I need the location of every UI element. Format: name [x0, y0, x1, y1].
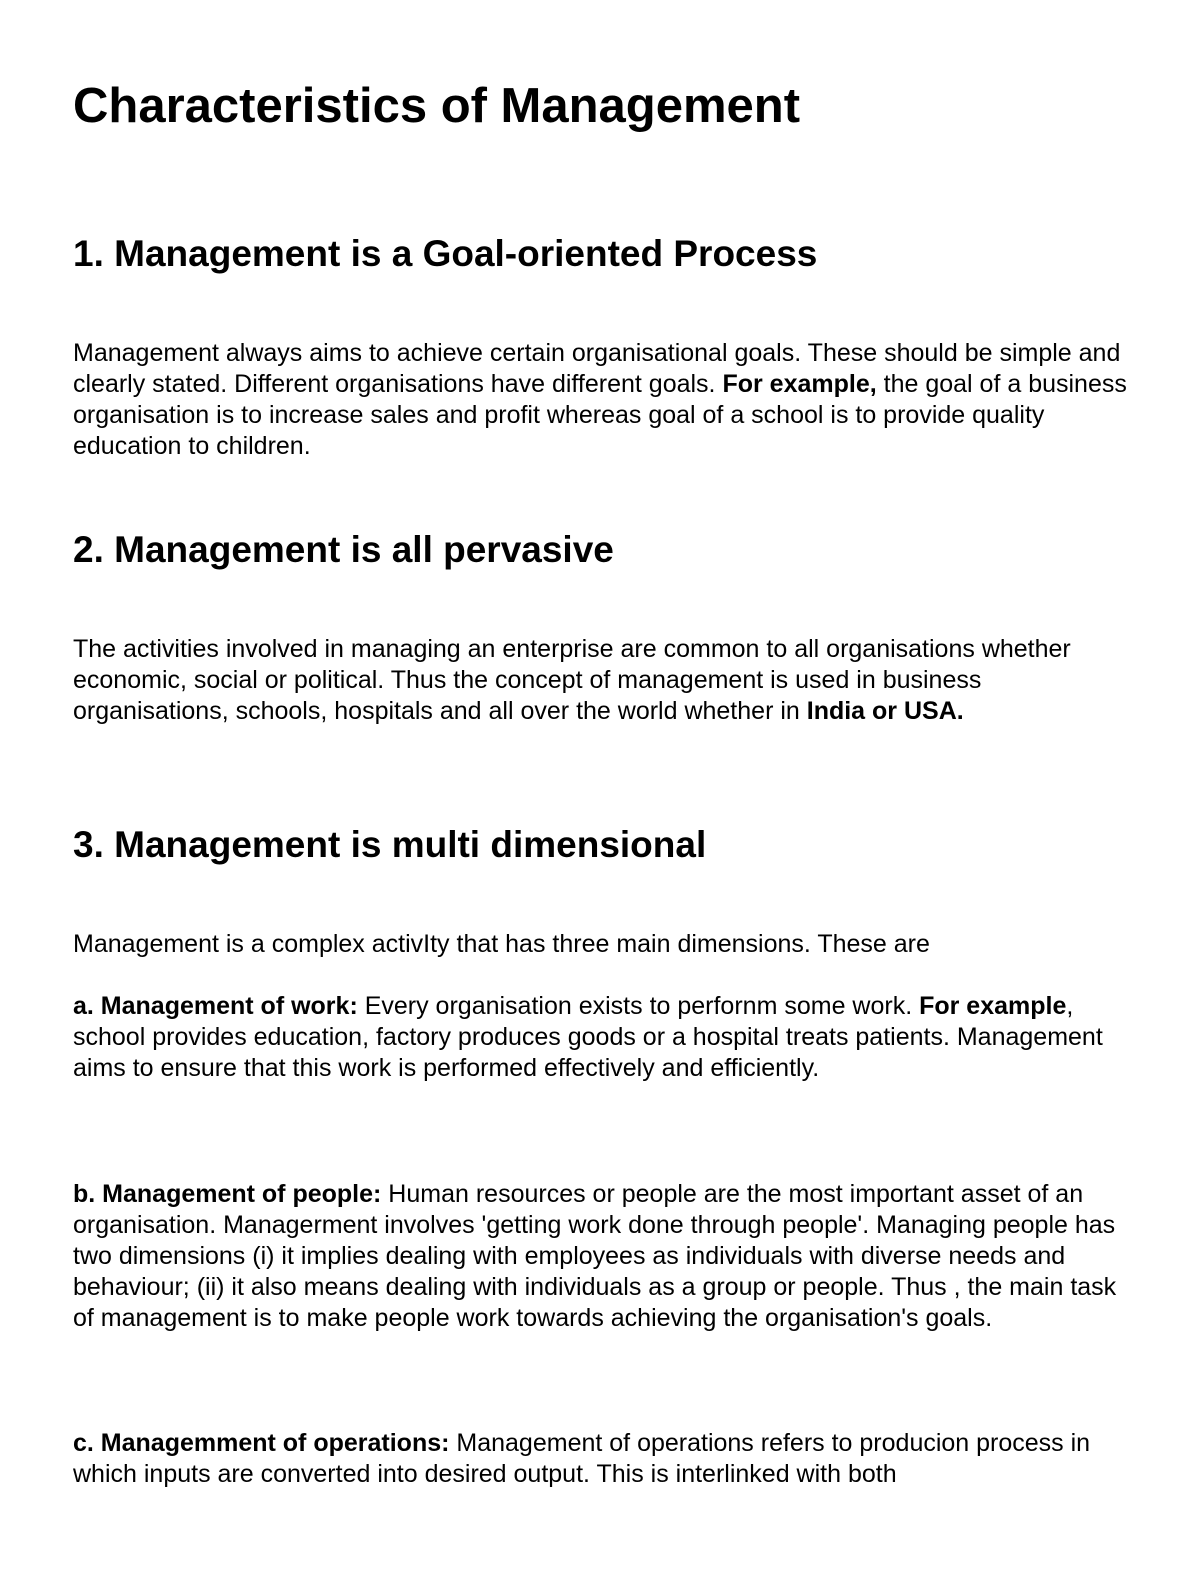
dimension-text: Human resources or people are the most important asset of an organisation. Managerment involves 'getting work done through people'. Managing people has two dimensions (i) it implies dealing with employees as individuals with diverse needs and behaviour; (ii) it also means dealing with individuals as a group or people. Thus , the main task of management is to make people work towards achieving the organisation's goals.	[73, 1180, 1117, 1332]
paragraph-text: the goal of a business organisation is to increase sales and profit whereas goal of a school is to provide quality education to children.	[73, 370, 1127, 460]
dimension-label: b. Management of people:	[73, 1180, 382, 1208]
paragraph-text: Management always aims to achieve certain organisational goals. These should be simple and clearly stated. Different organisations have different goals.	[73, 339, 1121, 398]
dimension-text: Every organisation exists to perfornm some work.	[357, 992, 920, 1020]
dimension-text: Management of operations refers to producion process in which inputs are converted into desired output. This is interlinked with both	[73, 1429, 1091, 1488]
dimension-bold-text: For example	[919, 992, 1067, 1020]
dimension-item-operations	[73, 1428, 1133, 1490]
document-title: Characteristics of Management	[73, 79, 801, 133]
paragraph-text: The activities involved in managing an enterprise are common to all organisations whether economic, social or political. Thus the concept of management is used in business organisations, schools, hospitals and all over the world whether in	[73, 635, 1071, 725]
section-heading-all-pervasive: 2. Management is all pervasive	[73, 529, 614, 570]
section-heading-goal-oriented: 1. Management is a Goal-oriented Process	[73, 233, 818, 274]
section-paragraph-goal-oriented	[73, 338, 1133, 462]
dimension-item-work	[73, 991, 1133, 1084]
section-paragraph-all-pervasive	[73, 634, 1133, 727]
paragraph-bold-text: For example,	[722, 370, 877, 398]
dimension-text: , school provides education, factory produces goods or a hospital treats patients. Management aims to ensure that this work is performed effectively and efficiently.	[73, 992, 1103, 1082]
section-intro-multi-dimensional: Management is a complex activIty that has three main dimensions. These are	[73, 930, 930, 958]
dimension-item-people	[73, 1179, 1133, 1334]
section-heading-multi-dimensional: 3. Management is multi dimensional	[73, 824, 707, 865]
dimension-label: c. Managemment of operations:	[73, 1429, 450, 1457]
paragraph-bold-text: India or USA.	[806, 697, 964, 725]
dimension-label: a. Management of work:	[73, 992, 358, 1020]
